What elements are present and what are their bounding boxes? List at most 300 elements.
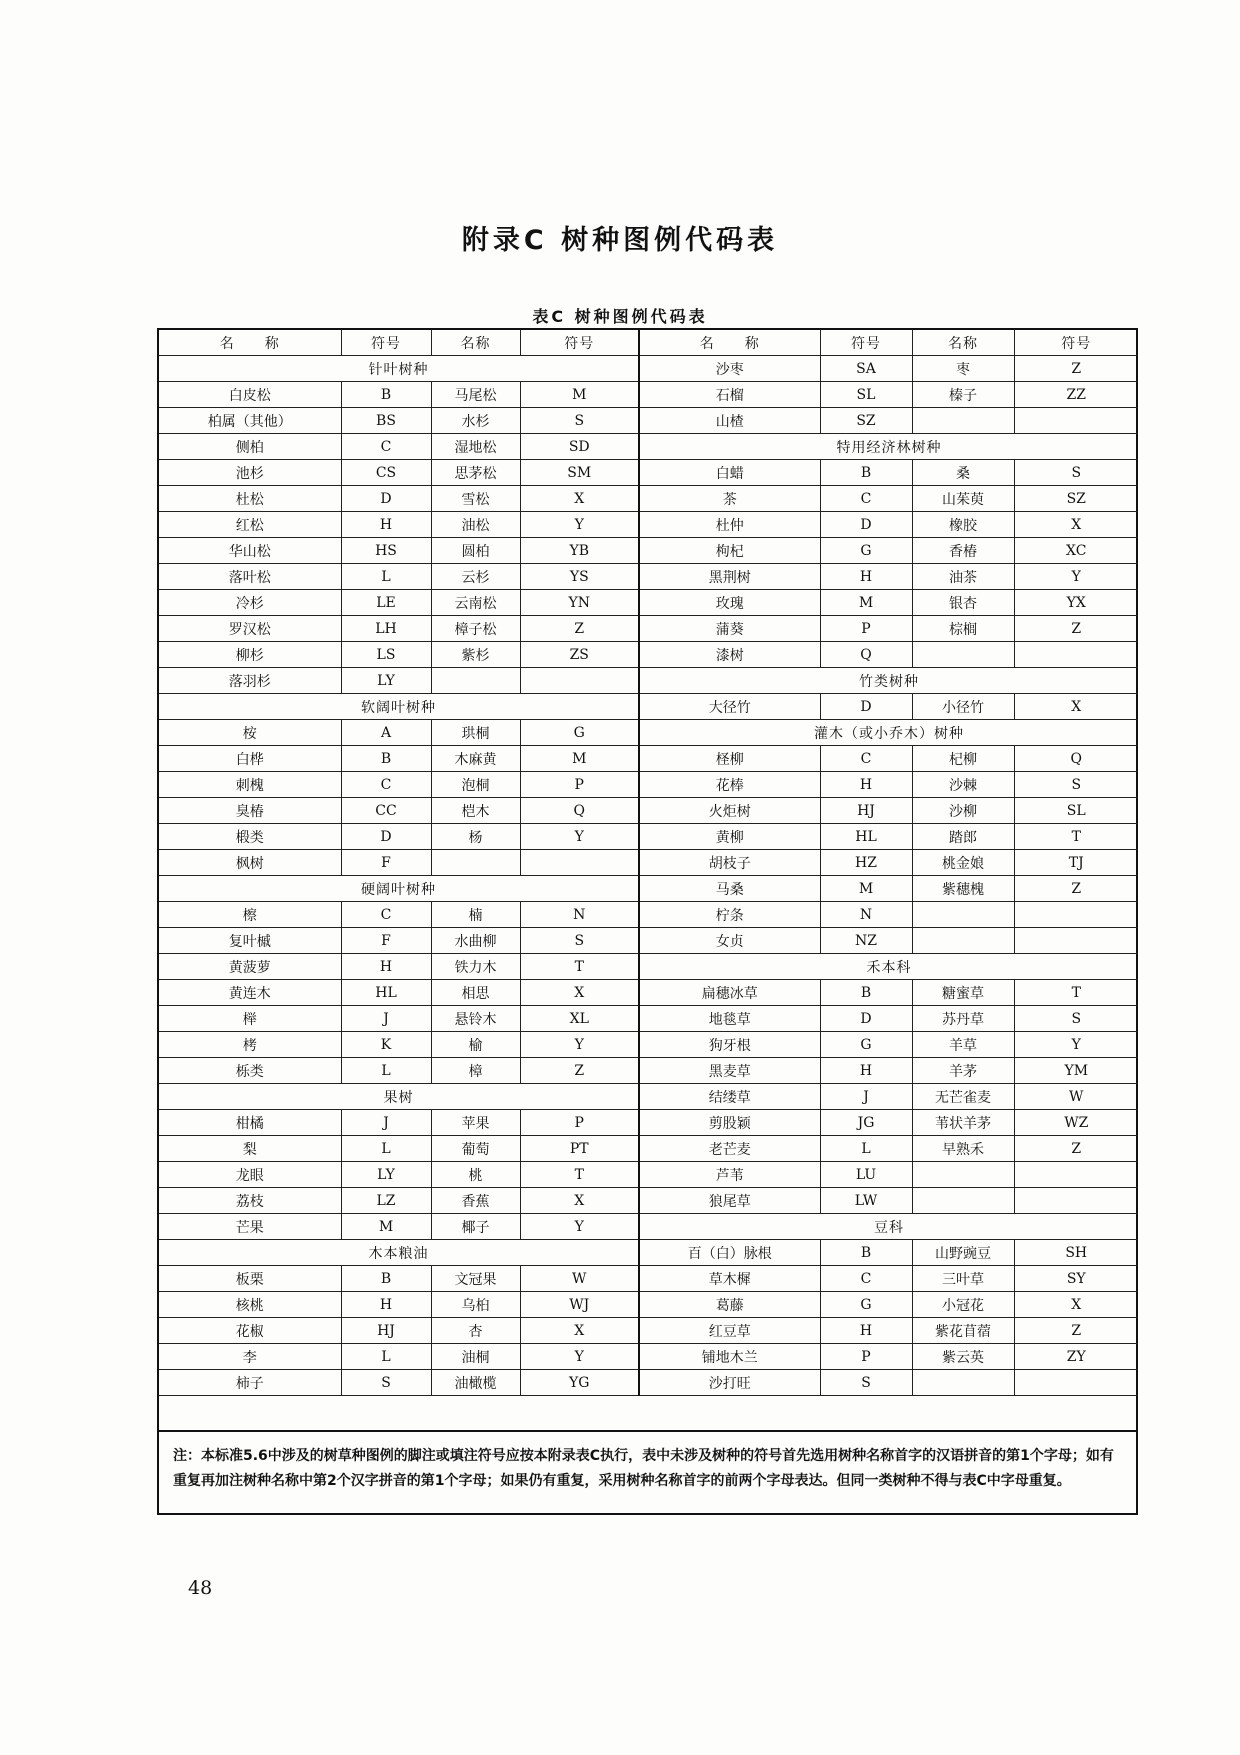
species-code: H xyxy=(820,772,912,798)
species-code: M xyxy=(520,382,638,408)
species-name: 柏属（其他） xyxy=(159,408,341,434)
species-name: 小冠花 xyxy=(912,1292,1014,1318)
species-code: CC xyxy=(341,798,431,824)
species-code: X xyxy=(520,1318,638,1344)
table-row xyxy=(640,590,1138,616)
species-name: 山野豌豆 xyxy=(912,1240,1014,1266)
species-name: 狼尾草 xyxy=(640,1188,820,1214)
species-name xyxy=(431,850,520,876)
table-row xyxy=(159,1110,638,1136)
species-code: B xyxy=(820,1240,912,1266)
species-name: 花椒 xyxy=(159,1318,341,1344)
category-row xyxy=(159,876,638,902)
species-code: T xyxy=(1014,824,1138,850)
species-code: P xyxy=(520,772,638,798)
species-name: 苏丹草 xyxy=(912,1006,1014,1032)
species-code: WZ xyxy=(1014,1110,1138,1136)
table-row xyxy=(640,1058,1138,1084)
category-row xyxy=(159,1240,638,1266)
species-name: 山茱萸 xyxy=(912,486,1014,512)
species-name: 油橄榄 xyxy=(431,1370,520,1396)
species-name: 玫瑰 xyxy=(640,590,820,616)
species-name: 榛子 xyxy=(912,382,1014,408)
species-name: 扁穗冰草 xyxy=(640,980,820,1006)
species-code: ZS xyxy=(520,642,638,668)
species-code xyxy=(520,668,638,694)
species-code: D xyxy=(341,824,431,850)
species-name: 羊茅 xyxy=(912,1058,1014,1084)
species-code: SY xyxy=(1014,1266,1138,1292)
species-code: C xyxy=(341,902,431,928)
species-code: WJ xyxy=(520,1292,638,1318)
species-name: 橡胶 xyxy=(912,512,1014,538)
column-header: 名 称 xyxy=(640,330,820,356)
species-name: 苇状羊茅 xyxy=(912,1110,1014,1136)
species-name: 圆柏 xyxy=(431,538,520,564)
species-code: LW xyxy=(820,1188,912,1214)
species-name: 油茶 xyxy=(912,564,1014,590)
species-name: 油松 xyxy=(431,512,520,538)
species-name: 芦苇 xyxy=(640,1162,820,1188)
species-code: C xyxy=(820,1266,912,1292)
species-name: 悬铃木 xyxy=(431,1006,520,1032)
species-name: 紫云英 xyxy=(912,1344,1014,1370)
species-code: S xyxy=(520,928,638,954)
species-name: 棕榈 xyxy=(912,616,1014,642)
table-left-half xyxy=(159,330,638,1396)
species-name: 狗牙根 xyxy=(640,1032,820,1058)
species-code: N xyxy=(520,902,638,928)
table-row xyxy=(159,434,638,460)
species-code: HJ xyxy=(820,798,912,824)
table-right-half xyxy=(638,330,1138,1396)
species-name: 柑橘 xyxy=(159,1110,341,1136)
species-code: P xyxy=(820,616,912,642)
species-code: G xyxy=(820,538,912,564)
species-name: 老芒麦 xyxy=(640,1136,820,1162)
species-code: T xyxy=(520,954,638,980)
species-code: HS xyxy=(341,538,431,564)
species-code: B xyxy=(820,980,912,1006)
header-row xyxy=(159,330,638,356)
species-code: ZY xyxy=(1014,1344,1138,1370)
left-table xyxy=(159,330,638,1396)
table-row xyxy=(159,590,638,616)
table-row xyxy=(640,382,1138,408)
species-name: 相思 xyxy=(431,980,520,1006)
species-code: B xyxy=(820,460,912,486)
species-name: 山楂 xyxy=(640,408,820,434)
species-name: 刺槐 xyxy=(159,772,341,798)
species-code: C xyxy=(341,772,431,798)
species-name: 桤木 xyxy=(431,798,520,824)
species-name: 湿地松 xyxy=(431,434,520,460)
species-name: 地毯草 xyxy=(640,1006,820,1032)
species-code: Z xyxy=(1014,876,1138,902)
table-row xyxy=(159,746,638,772)
species-name: 荔枝 xyxy=(159,1188,341,1214)
species-name xyxy=(912,1370,1014,1396)
species-name: 黄柳 xyxy=(640,824,820,850)
category-label: 硬阔叶树种 xyxy=(159,876,638,902)
species-name xyxy=(912,642,1014,668)
species-name: 梨 xyxy=(159,1136,341,1162)
species-code: XL xyxy=(520,1006,638,1032)
species-name: 沙柳 xyxy=(912,798,1014,824)
species-name: 白桦 xyxy=(159,746,341,772)
table-row xyxy=(159,720,638,746)
species-name: 柽柳 xyxy=(640,746,820,772)
category-row xyxy=(159,356,638,382)
table-row xyxy=(159,1292,638,1318)
species-code: F xyxy=(341,928,431,954)
species-code: Z xyxy=(1014,616,1138,642)
header-row xyxy=(640,330,1138,356)
table-row xyxy=(640,824,1138,850)
species-name: 漆树 xyxy=(640,642,820,668)
table-row xyxy=(159,928,638,954)
species-code: PT xyxy=(520,1136,638,1162)
species-code: LZ xyxy=(341,1188,431,1214)
species-code: J xyxy=(820,1084,912,1110)
species-name: 侧柏 xyxy=(159,434,341,460)
species-code: TJ xyxy=(1014,850,1138,876)
table-row xyxy=(640,1344,1138,1370)
species-name: 枸杞 xyxy=(640,538,820,564)
table-row xyxy=(159,668,638,694)
table-row xyxy=(159,1214,638,1240)
species-name: 剪股颖 xyxy=(640,1110,820,1136)
species-name: 胡枝子 xyxy=(640,850,820,876)
table-row xyxy=(640,980,1138,1006)
table-row xyxy=(159,1006,638,1032)
table-row xyxy=(159,1188,638,1214)
species-code: M xyxy=(820,876,912,902)
table-caption: 表C 树种图例代码表 xyxy=(532,307,708,326)
table-row xyxy=(640,876,1138,902)
category-label: 软阔叶树种 xyxy=(159,694,638,720)
species-code: H xyxy=(341,512,431,538)
species-code: SZ xyxy=(820,408,912,434)
species-name: 泡桐 xyxy=(431,772,520,798)
species-name xyxy=(912,902,1014,928)
species-code: Z xyxy=(1014,356,1138,382)
category-label: 豆科 xyxy=(640,1214,1138,1240)
species-name: 杜仲 xyxy=(640,512,820,538)
species-name: 花棒 xyxy=(640,772,820,798)
species-name: 黑麦草 xyxy=(640,1058,820,1084)
species-name: 红松 xyxy=(159,512,341,538)
species-name: 香椿 xyxy=(912,538,1014,564)
species-name: 结缕草 xyxy=(640,1084,820,1110)
species-code: X xyxy=(520,980,638,1006)
species-name: 桃 xyxy=(431,1162,520,1188)
species-code: H xyxy=(820,564,912,590)
species-name: 云杉 xyxy=(431,564,520,590)
species-code: H xyxy=(820,1318,912,1344)
table-row xyxy=(640,1370,1138,1396)
species-code: LH xyxy=(341,616,431,642)
table-row xyxy=(159,1058,638,1084)
species-name: 栲 xyxy=(159,1032,341,1058)
species-code: N xyxy=(820,902,912,928)
species-code: BS xyxy=(341,408,431,434)
table-row xyxy=(640,850,1138,876)
column-header: 名称 xyxy=(431,330,520,356)
category-label: 果树 xyxy=(159,1084,638,1110)
species-name: 沙枣 xyxy=(640,356,820,382)
species-code: SH xyxy=(1014,1240,1138,1266)
table-row xyxy=(640,928,1138,954)
table-row xyxy=(640,902,1138,928)
species-code: YN xyxy=(520,590,638,616)
species-code: Z xyxy=(520,616,638,642)
species-code: Y xyxy=(520,824,638,850)
species-code: SL xyxy=(820,382,912,408)
species-name: 珙桐 xyxy=(431,720,520,746)
species-name: 女贞 xyxy=(640,928,820,954)
species-name: 乌桕 xyxy=(431,1292,520,1318)
species-name: 落羽杉 xyxy=(159,668,341,694)
species-name: 檫 xyxy=(159,902,341,928)
table-row xyxy=(640,538,1138,564)
species-name: 柳杉 xyxy=(159,642,341,668)
table-row xyxy=(159,564,638,590)
species-name xyxy=(912,1162,1014,1188)
category-row xyxy=(640,434,1138,460)
table-row xyxy=(159,486,638,512)
right-table xyxy=(640,330,1138,1396)
species-name: 木麻黄 xyxy=(431,746,520,772)
table-row xyxy=(640,772,1138,798)
table-row xyxy=(159,538,638,564)
species-name: 银杏 xyxy=(912,590,1014,616)
species-code: LY xyxy=(341,1162,431,1188)
table-row xyxy=(640,1084,1138,1110)
species-name: 大径竹 xyxy=(640,694,820,720)
species-name: 水杉 xyxy=(431,408,520,434)
species-code: Q xyxy=(520,798,638,824)
species-code: X xyxy=(1014,1292,1138,1318)
species-code: LY xyxy=(341,668,431,694)
table-row xyxy=(159,980,638,1006)
species-code: LS xyxy=(341,642,431,668)
species-code xyxy=(520,850,638,876)
page-title: 附录C 树种图例代码表 xyxy=(461,225,779,256)
species-code: D xyxy=(341,486,431,512)
species-name: 龙眼 xyxy=(159,1162,341,1188)
species-code: J xyxy=(341,1110,431,1136)
species-name: 黄菠萝 xyxy=(159,954,341,980)
species-code: D xyxy=(820,512,912,538)
table-row xyxy=(159,1266,638,1292)
species-name: 百（白）脉根 xyxy=(640,1240,820,1266)
table-row xyxy=(159,1318,638,1344)
table-row xyxy=(640,1162,1138,1188)
table-row xyxy=(640,1240,1138,1266)
table-row xyxy=(159,824,638,850)
species-code: C xyxy=(341,434,431,460)
species-name: 羊草 xyxy=(912,1032,1014,1058)
species-code: Y xyxy=(520,512,638,538)
species-name: 葡萄 xyxy=(431,1136,520,1162)
species-code: YX xyxy=(1014,590,1138,616)
species-code: K xyxy=(341,1032,431,1058)
table-row xyxy=(640,486,1138,512)
species-name: 文冠果 xyxy=(431,1266,520,1292)
species-name: 紫杉 xyxy=(431,642,520,668)
species-name: 楠 xyxy=(431,902,520,928)
category-row xyxy=(640,1214,1138,1240)
species-code: L xyxy=(820,1136,912,1162)
column-header: 名 称 xyxy=(159,330,341,356)
species-code: Y xyxy=(1014,564,1138,590)
species-code: T xyxy=(1014,980,1138,1006)
species-name: 红豆草 xyxy=(640,1318,820,1344)
species-name: 无芒雀麦 xyxy=(912,1084,1014,1110)
table-row xyxy=(640,460,1138,486)
table-row xyxy=(159,1162,638,1188)
table-footnote: 注：本标准5.6中涉及的树草种图例的脚注或填注符号应按本附录表C执行，表中未涉及树种的符号首先选用树种名称首字的汉语拼音的第1个字母；如有重复再加注树种名称中第2个汉字拼音的第1个字母；如果仍有重复，采用树种名称首字的前两个字母表达。但同一类树种不得与表C中字母重复。 xyxy=(159,1430,1136,1513)
table-row xyxy=(640,642,1138,668)
species-name xyxy=(431,668,520,694)
species-code: CS xyxy=(341,460,431,486)
species-code: YG xyxy=(520,1370,638,1396)
category-row xyxy=(640,954,1138,980)
species-name: 云南松 xyxy=(431,590,520,616)
table-row xyxy=(640,1032,1138,1058)
species-code: M xyxy=(520,746,638,772)
table-row xyxy=(640,746,1138,772)
species-code: L xyxy=(341,1058,431,1084)
species-code: HZ xyxy=(820,850,912,876)
species-code: LE xyxy=(341,590,431,616)
species-name: 香蕉 xyxy=(431,1188,520,1214)
species-code: G xyxy=(820,1292,912,1318)
species-code: P xyxy=(520,1110,638,1136)
species-code: Z xyxy=(1014,1136,1138,1162)
table-row xyxy=(159,772,638,798)
table-row xyxy=(640,1006,1138,1032)
species-code: W xyxy=(1014,1084,1138,1110)
species-name: 柿子 xyxy=(159,1370,341,1396)
species-name: 铺地木兰 xyxy=(640,1344,820,1370)
species-code-table xyxy=(157,328,1138,1515)
species-name: 沙棘 xyxy=(912,772,1014,798)
species-code: SM xyxy=(520,460,638,486)
table-row xyxy=(640,1318,1138,1344)
species-code: Z xyxy=(1014,1318,1138,1344)
table-row xyxy=(640,1292,1138,1318)
species-code: D xyxy=(820,694,912,720)
species-name: 复叶槭 xyxy=(159,928,341,954)
species-code: LU xyxy=(820,1162,912,1188)
species-name: 椰子 xyxy=(431,1214,520,1240)
table-row xyxy=(159,798,638,824)
species-name: 柠条 xyxy=(640,902,820,928)
species-code: YM xyxy=(1014,1058,1138,1084)
species-code: S xyxy=(1014,1006,1138,1032)
species-code: L xyxy=(341,564,431,590)
species-name: 杨 xyxy=(431,824,520,850)
species-code: M xyxy=(820,590,912,616)
column-header: 符号 xyxy=(1014,330,1138,356)
species-name: 小径竹 xyxy=(912,694,1014,720)
species-name: 椴类 xyxy=(159,824,341,850)
species-code: SZ xyxy=(1014,486,1138,512)
species-name: 杜松 xyxy=(159,486,341,512)
species-name xyxy=(912,408,1014,434)
species-code: A xyxy=(341,720,431,746)
species-code: SA xyxy=(820,356,912,382)
species-code xyxy=(1014,408,1138,434)
table-row xyxy=(159,642,638,668)
species-name: 紫花苜蓿 xyxy=(912,1318,1014,1344)
species-name: 华山松 xyxy=(159,538,341,564)
species-code xyxy=(1014,1370,1138,1396)
table-row xyxy=(159,460,638,486)
species-code: SD xyxy=(520,434,638,460)
species-name: 芒果 xyxy=(159,1214,341,1240)
category-label: 灌木（或小乔木）树种 xyxy=(640,720,1138,746)
species-name: 三叶草 xyxy=(912,1266,1014,1292)
species-name: 早熟禾 xyxy=(912,1136,1014,1162)
species-name: 石榴 xyxy=(640,382,820,408)
column-header: 符号 xyxy=(520,330,638,356)
species-code: X xyxy=(1014,512,1138,538)
species-code xyxy=(1014,642,1138,668)
species-code: S xyxy=(820,1370,912,1396)
species-code: S xyxy=(1014,772,1138,798)
table-row xyxy=(640,1110,1138,1136)
species-code xyxy=(1014,1162,1138,1188)
table-row xyxy=(640,408,1138,434)
species-code: Y xyxy=(1014,1032,1138,1058)
species-name: 苹果 xyxy=(431,1110,520,1136)
species-code: HL xyxy=(820,824,912,850)
species-name: 桑 xyxy=(912,460,1014,486)
species-code: X xyxy=(520,1188,638,1214)
species-name: 樟 xyxy=(431,1058,520,1084)
table-row xyxy=(640,1266,1138,1292)
column-header: 名称 xyxy=(912,330,1014,356)
species-code: B xyxy=(341,1266,431,1292)
species-code: ZZ xyxy=(1014,382,1138,408)
species-name: 枫树 xyxy=(159,850,341,876)
species-code xyxy=(1014,928,1138,954)
category-row xyxy=(640,668,1138,694)
species-name: 榉 xyxy=(159,1006,341,1032)
category-label: 禾本科 xyxy=(640,954,1138,980)
species-code: B xyxy=(341,382,431,408)
species-name: 白皮松 xyxy=(159,382,341,408)
species-code: W xyxy=(520,1266,638,1292)
species-name: 铁力木 xyxy=(431,954,520,980)
species-name xyxy=(912,928,1014,954)
species-name: 池杉 xyxy=(159,460,341,486)
species-name: 臭椿 xyxy=(159,798,341,824)
category-label: 特用经济林树种 xyxy=(640,434,1138,460)
species-name: 茶 xyxy=(640,486,820,512)
species-name: 桉 xyxy=(159,720,341,746)
species-code: S xyxy=(520,408,638,434)
species-code: C xyxy=(820,486,912,512)
species-name: 白蜡 xyxy=(640,460,820,486)
species-name: 黑荆树 xyxy=(640,564,820,590)
species-name: 樟子松 xyxy=(431,616,520,642)
species-code: HJ xyxy=(341,1318,431,1344)
species-name: 糖蜜草 xyxy=(912,980,1014,1006)
